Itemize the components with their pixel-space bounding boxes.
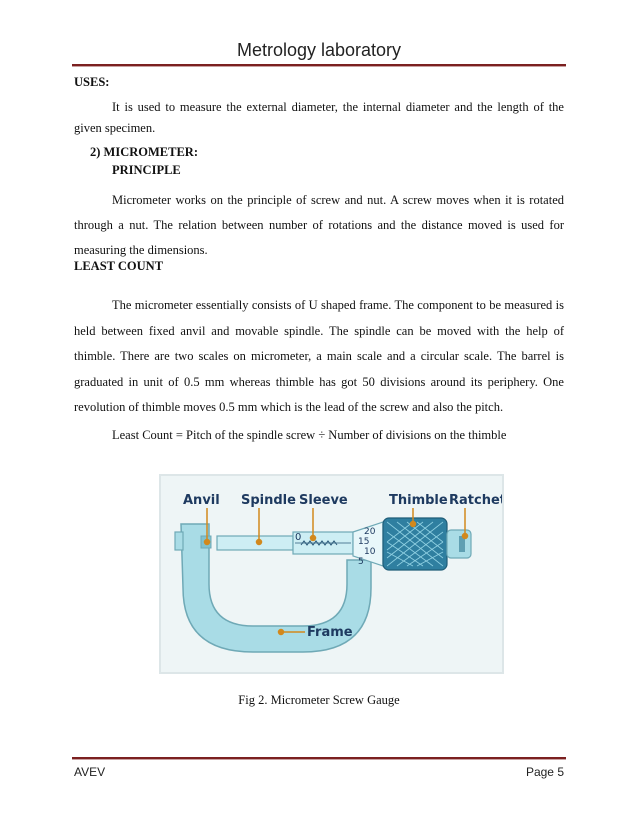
- spindle-rod: [217, 536, 293, 550]
- header-rule: [72, 64, 566, 67]
- label-sleeve: Sleeve: [299, 493, 348, 508]
- footer-rule: [72, 757, 566, 760]
- thimble-mark-20: 20: [364, 527, 376, 537]
- thimble-mark-10: 10: [364, 547, 376, 557]
- label-frame: Frame: [307, 625, 353, 640]
- uses-heading: USES:: [74, 75, 110, 89]
- label-ratchet: Ratchet: [449, 493, 502, 508]
- uses-text: It is used to measure the external diameter, the internal diameter and the length of the given specimen.: [74, 100, 564, 135]
- anvil-face: [175, 532, 183, 550]
- least-count-heading: LEAST COUNT: [74, 259, 164, 273]
- main-scale-zero: 0: [295, 532, 302, 543]
- figure-caption: Fig 2. Micrometer Screw Gauge: [238, 693, 400, 707]
- least-count-text: The micrometer essentially consists of U shaped frame. The component to be measured is held between fixed anvil and movable spindle. The spindle can be moved with the help of thimble. There are two scales on micrometer, a main scale and a circular scale. The barrel is graduated in unit of 0.5 mm whereas thimble has got 50 divisions around its periphery. One revolution of thimble moves 0.5 mm which is the lead of the screw and also the pitch.: [74, 298, 564, 414]
- footer-left: AVEV: [74, 765, 106, 779]
- label-spindle: Spindle: [241, 493, 296, 508]
- micrometer-figure: [159, 474, 504, 674]
- micrometer-heading: 2) MICROMETER:: [90, 145, 198, 159]
- principle-heading: PRINCIPLE: [112, 163, 181, 177]
- footer-page-number: Page 5: [525, 765, 564, 779]
- label-thimble: Thimble: [389, 493, 448, 508]
- thimble-mark-15: 15: [358, 537, 370, 547]
- micrometer-diagram: [161, 476, 502, 672]
- label-anvil: Anvil: [183, 493, 220, 508]
- thimble-mark-5: 5: [358, 557, 364, 567]
- page-header-title: Metrology laboratory: [236, 40, 402, 60]
- least-count-formula: Least Count = Pitch of the spindle screw ÷ Number of divisions on the thimble: [112, 428, 507, 442]
- principle-text: Micrometer works on the principle of screw and nut. A screw moves when it is rotated through a nut. The relation between number of rotations and the distance moved is used for measuring the dimensions.: [74, 193, 564, 257]
